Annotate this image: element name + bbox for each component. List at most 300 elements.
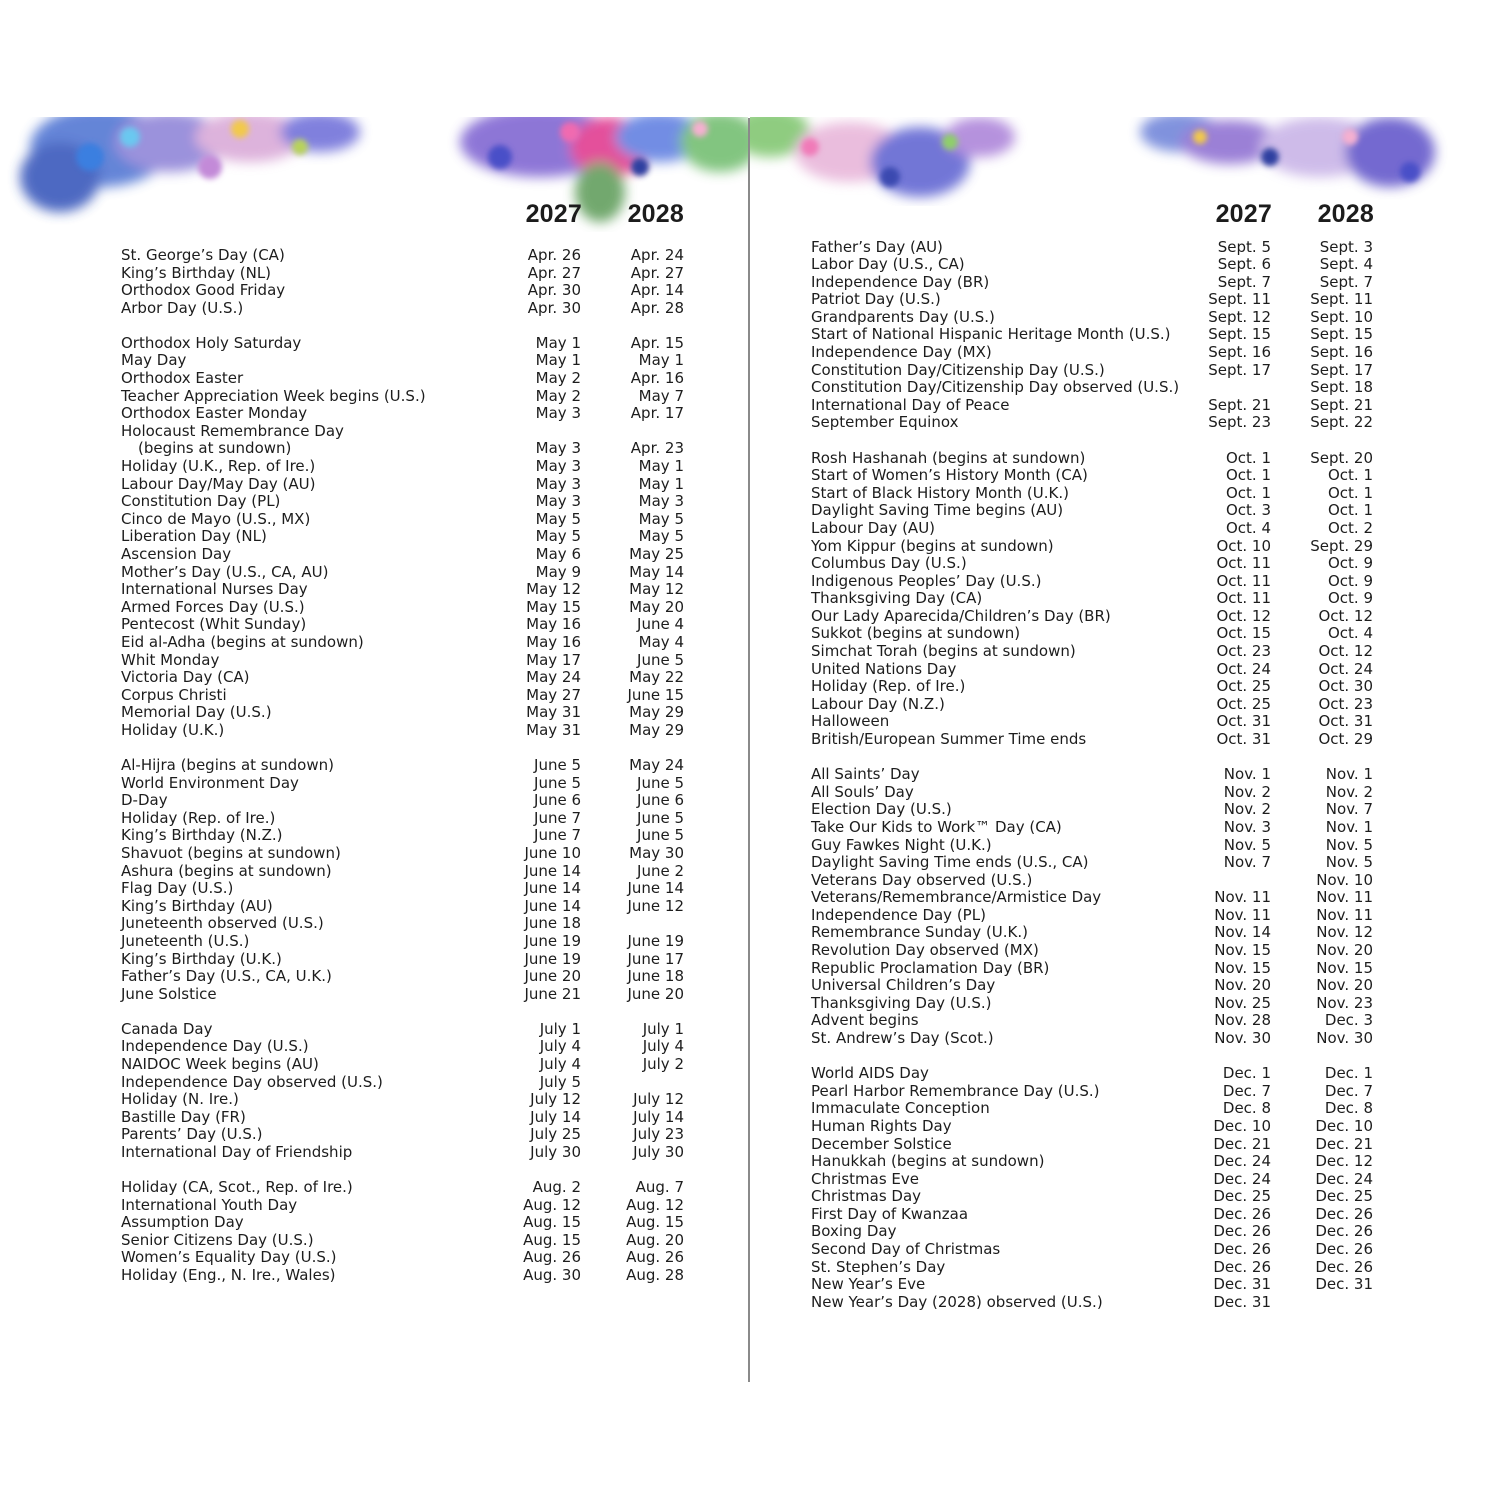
date-2027: Nov. 20 [1214,976,1271,995]
year-header-2027-right: 2027 [1215,200,1272,228]
holiday-row [750,344,1500,362]
holiday-name: Second Day of Christmas [811,1240,1001,1259]
holiday-name: Labour Day/May Day (AU) [121,474,316,493]
holiday-row [0,652,748,670]
holiday-row [750,713,1500,731]
date-2028: Oct. 12 [1318,642,1373,661]
date-2028: Apr. 17 [630,404,684,423]
holiday-row [0,704,748,722]
holiday-name: First Day of Kwanzaa [811,1204,969,1223]
holiday-row [0,247,748,265]
date-2028: Oct. 12 [1318,606,1373,625]
holiday-name: Father’s Day (AU) [811,237,943,256]
date-2027: May 2 [535,386,581,405]
holiday-name: Juneteenth observed (U.S.) [121,914,324,933]
holiday-row [0,335,748,353]
date-2027: June 21 [524,984,581,1003]
holiday-name: Eid al-Adha (begins at sundown) [121,632,364,651]
date-2028: Dec. 31 [1315,1275,1373,1294]
holiday-name: King’s Birthday (AU) [121,896,273,915]
holiday-row [750,731,1500,749]
date-2028: May 5 [638,509,684,528]
date-2027: Sept. 5 [1217,237,1271,256]
date-2028: May 24 [629,756,684,775]
date-2027: Nov. 28 [1214,1011,1271,1030]
holiday-name: Thanksgiving Day (U.S.) [811,993,992,1012]
holiday-name: Republic Proclamation Day (BR) [811,958,1050,977]
holiday-row [750,784,1500,802]
holiday-row [0,968,748,986]
date-2027: June 6 [534,791,581,810]
date-2028: Dec. 25 [1315,1187,1373,1206]
holiday-row [0,1179,748,1197]
date-2028: Aug. 20 [626,1230,684,1249]
date-2027: Nov. 30 [1214,1029,1271,1048]
date-2027: Sept. 16 [1208,343,1271,362]
holiday-row [750,520,1500,538]
holiday-name: September Equinox [811,413,959,432]
date-2028: June 4 [637,615,684,634]
date-2028: Nov. 20 [1316,941,1373,960]
date-2028: Sept. 16 [1310,343,1373,362]
holiday-name: Daylight Saving Time begins (AU) [811,501,1064,520]
holiday-name: Sukkot (begins at sundown) [811,624,1021,643]
holiday-row [0,564,748,582]
holiday-row [750,291,1500,309]
date-2027: Nov. 3 [1223,817,1271,836]
date-2028: Nov. 30 [1316,1029,1373,1048]
date-2028: Oct. 9 [1327,589,1373,608]
date-2027: May 15 [526,597,581,616]
date-2028: Nov. 1 [1325,817,1373,836]
date-2027: Oct. 11 [1216,589,1271,608]
date-2028: Aug. 12 [626,1195,684,1214]
holiday-group [0,1021,748,1162]
holiday-row [750,643,1500,661]
date-2028: Oct. 9 [1327,571,1373,590]
holiday-row [0,493,748,511]
date-2028: July 4 [642,1037,684,1056]
date-2028: May 25 [629,545,684,563]
holiday-name: Arbor Day (U.S.) [121,298,244,317]
holiday-row [750,608,1500,626]
date-2028: Aug. 28 [626,1266,684,1285]
date-2028: Dec. 26 [1315,1240,1373,1259]
date-2027: May 9 [535,562,581,581]
holiday-name: Independence Day (U.S.) [121,1037,309,1056]
date-2027: Dec. 24 [1213,1152,1271,1171]
date-2028: Oct. 30 [1318,677,1373,696]
holiday-name: Orthodox Good Friday [121,281,286,300]
date-2028: Apr. 28 [630,298,684,317]
date-2028: June 14 [627,879,684,898]
date-2027: Dec. 26 [1213,1204,1271,1223]
holiday-row [750,573,1500,591]
date-2027: May 3 [535,404,581,423]
holiday-row [0,423,748,441]
date-2027: May 16 [526,632,581,651]
date-2027: Nov. 14 [1214,923,1271,942]
date-2028: June 2 [637,861,684,880]
year-header-2027: 2027 [525,200,582,228]
holiday-name: Orthodox Easter Monday [121,404,308,423]
holiday-name: Victoria Day (CA) [121,668,250,687]
date-2027: Oct. 31 [1216,730,1271,749]
holiday-row [0,476,748,494]
date-2028: Apr. 14 [630,281,684,300]
holiday-row [750,326,1500,344]
date-2028: May 29 [629,703,684,722]
holiday-row [0,1109,748,1127]
date-2028: Sept. 18 [1310,378,1373,397]
holiday-row [0,915,748,933]
holiday-name: Labor Day (U.S., CA) [811,255,965,274]
holiday-name: International Nurses Day [121,580,308,599]
holiday-name: Women’s Equality Day (U.S.) [121,1248,337,1267]
holiday-row [0,1126,748,1144]
date-2027: Dec. 7 [1222,1081,1271,1100]
holiday-name: Assumption Day [121,1213,244,1232]
holiday-name: Immaculate Conception [811,1099,990,1118]
holiday-row [0,951,748,969]
year-header-2028: 2028 [627,200,684,228]
floral-header-image-right [750,117,1500,232]
date-2028: Aug. 15 [626,1213,684,1232]
date-2028: Oct. 1 [1327,483,1373,502]
date-2028: May 1 [638,457,684,476]
date-2027: July 30 [530,1143,581,1161]
holiday-row [750,362,1500,380]
date-2027: June 10 [524,844,581,862]
holiday-row [0,986,748,1004]
date-2028: Aug. 26 [626,1248,684,1267]
date-2027: Dec. 26 [1213,1222,1271,1241]
date-2027: Sept. 23 [1208,413,1271,432]
date-2027: Sept. 7 [1217,272,1271,291]
holiday-name: King’s Birthday (N.Z.) [121,826,283,845]
date-2028: Apr. 15 [630,333,684,352]
date-2028: Sept. 11 [1310,290,1373,309]
holiday-row [0,616,748,634]
holiday-group [750,1065,1500,1311]
holiday-group [0,757,748,1003]
date-2027: Sept. 15 [1208,325,1271,344]
holiday-list-left [0,247,748,1302]
date-2027: July 4 [539,1037,581,1056]
date-2027: Oct. 11 [1216,554,1271,573]
holiday-name: Constitution Day/Citizenship Day observed (U.S.) [811,378,1180,397]
holiday-name: Holiday (Eng., N. Ire., Wales) [121,1266,336,1285]
holiday-row [750,590,1500,608]
date-2028: Oct. 9 [1327,554,1373,573]
date-2028: Dec. 12 [1315,1152,1373,1171]
date-2028: Sept. 4 [1319,255,1373,274]
date-2027: July 12 [530,1090,581,1109]
holiday-row [0,1056,748,1074]
holiday-name: Mother’s Day (U.S., CA, AU) [121,562,329,581]
date-2028: Dec. 26 [1315,1257,1373,1276]
date-2027: May 12 [526,580,581,599]
holiday-row [0,792,748,810]
date-2027: May 27 [526,685,581,704]
holiday-name: Al-Hijra (begins at sundown) [121,756,334,775]
date-2028: Apr. 16 [630,369,684,388]
holiday-row [750,1294,1500,1312]
date-2027: Oct. 25 [1216,694,1271,713]
date-2027: Sept. 21 [1208,395,1271,414]
date-2027: May 6 [535,545,581,563]
holiday-name: Orthodox Easter [121,369,244,388]
date-2028: July 23 [633,1125,684,1144]
date-2027: Apr. 27 [527,263,581,282]
date-2027: Oct. 24 [1216,659,1271,678]
date-2028: June 6 [637,791,684,810]
holiday-name: Parents’ Day (U.S.) [121,1125,263,1144]
date-2028: Oct. 1 [1327,501,1373,520]
holiday-row [0,634,748,652]
date-2028: June 5 [637,826,684,845]
date-2028: May 29 [629,720,684,739]
holiday-row [750,467,1500,485]
date-2028: Sept. 29 [1310,536,1373,555]
holiday-row [750,1259,1500,1277]
holiday-row [750,239,1500,257]
holiday-name: Christmas Eve [811,1169,919,1188]
date-2028: June 15 [627,685,684,704]
holiday-group [750,450,1500,749]
date-2027: Dec. 26 [1213,1240,1271,1259]
holiday-row [0,599,748,617]
holiday-row [0,1021,748,1039]
holiday-name: (begins at sundown) [138,439,292,458]
holiday-name: Remembrance Sunday (U.K.) [811,923,1029,942]
holiday-name: Halloween [811,712,890,731]
date-2027: Sept. 12 [1208,307,1271,326]
date-2028: Dec. 26 [1315,1222,1373,1241]
holiday-row [0,1267,748,1285]
holiday-row [750,555,1500,573]
date-2027: June 20 [524,967,581,986]
holiday-row [750,854,1500,872]
date-2028: Nov. 12 [1316,923,1373,942]
holiday-name: Shavuot (begins at sundown) [121,844,341,862]
holiday-name: Our Lady Aparecida/Children’s Day (BR) [811,606,1111,625]
date-2027: May 1 [535,333,581,352]
date-2028: Oct. 1 [1327,466,1373,485]
holiday-name: Indigenous Peoples’ Day (U.S.) [811,571,1042,590]
date-2027: May 31 [526,720,581,739]
holiday-row [750,1136,1500,1154]
holiday-name: Daylight Saving Time ends (U.S., CA) [811,853,1089,872]
holiday-row [0,388,748,406]
date-2028: Dec. 8 [1324,1099,1373,1118]
date-2027: May 3 [535,457,581,476]
date-2027: June 5 [534,773,581,792]
holiday-row [750,1118,1500,1136]
date-2028: Apr. 23 [630,439,684,458]
date-2028: May 1 [638,474,684,493]
date-2027: Dec. 31 [1213,1292,1271,1311]
holiday-name: Human Rights Day [811,1116,952,1135]
holiday-row [0,722,748,740]
date-2028: July 2 [642,1055,684,1074]
date-2028: July 14 [633,1107,684,1126]
holiday-name: Constitution Day (PL) [121,492,281,511]
date-2027: Oct. 31 [1216,712,1271,731]
date-2027: May 5 [535,509,581,528]
holiday-row [0,458,748,476]
holiday-name: D-Day [121,791,168,810]
holiday-name: Holocaust Remembrance Day [121,421,344,440]
holiday-name: December Solstice [811,1134,952,1153]
holiday-name: Senior Citizens Day (U.S.) [121,1230,314,1249]
holiday-name: May Day [121,351,187,370]
date-2028: Nov. 1 [1325,765,1373,784]
holiday-row [750,801,1500,819]
date-2027: Aug. 12 [523,1195,581,1214]
holiday-row [0,405,748,423]
holiday-name: Juneteenth (U.S.) [121,931,250,950]
holiday-name: Grandparents Day (U.S.) [811,307,995,326]
holiday-name: Holiday (N. Ire.) [121,1090,239,1109]
date-2028: May 3 [638,492,684,511]
right-page [750,0,1500,1500]
date-2028: May 30 [629,844,684,862]
date-2027: Apr. 26 [527,246,581,264]
holiday-name: Guy Fawkes Night (U.K.) [811,835,992,854]
date-2027: Sept. 17 [1208,360,1271,379]
date-2027: May 31 [526,703,581,722]
holiday-name: Simchat Torah (begins at sundown) [811,642,1076,661]
date-2028: Dec. 26 [1315,1204,1373,1223]
holiday-name: King’s Birthday (NL) [121,263,272,282]
holiday-row [750,819,1500,837]
date-2028: Oct. 2 [1327,518,1373,537]
date-2027: Nov. 15 [1214,941,1271,960]
date-2028: Dec. 10 [1315,1116,1373,1135]
date-2028: Dec. 24 [1315,1169,1373,1188]
date-2027: May 1 [535,351,581,370]
date-2027: Dec. 10 [1213,1116,1271,1135]
holiday-row [750,414,1500,432]
date-2028: June 20 [627,984,684,1003]
holiday-row [0,669,748,687]
holiday-name: NAIDOC Week begins (AU) [121,1055,319,1074]
holiday-name: Start of Black History Month (U.K.) [811,483,1069,502]
holiday-row [750,889,1500,907]
holiday-name: Bastille Day (FR) [121,1107,246,1126]
holiday-name: St. Andrew’s Day (Scot.) [811,1029,994,1048]
holiday-group [0,247,748,317]
holiday-row [0,863,748,881]
date-2027: Dec. 21 [1213,1134,1271,1153]
holiday-row [750,766,1500,784]
holiday-name: Independence Day (BR) [811,272,990,291]
date-2027: Oct. 15 [1216,624,1271,643]
holiday-name: Thanksgiving Day (CA) [811,589,983,608]
holiday-name: Orthodox Holy Saturday [121,333,302,352]
date-2028: Dec. 3 [1324,1011,1373,1030]
date-2028: Dec. 21 [1315,1134,1373,1153]
holiday-row [750,907,1500,925]
date-2028: Nov. 2 [1325,782,1373,801]
holiday-name: King’s Birthday (U.K.) [121,949,282,968]
holiday-name: World Environment Day [121,773,299,792]
holiday-name: June Solstice [121,984,217,1003]
holiday-name: Corpus Christi [121,685,227,704]
date-2027: Oct. 1 [1225,448,1271,467]
date-2027: Nov. 11 [1214,888,1271,907]
date-2028: Oct. 4 [1327,624,1373,643]
date-2027: Nov. 7 [1223,853,1271,872]
date-2027: May 2 [535,369,581,388]
holiday-name: Pearl Harbor Remembrance Day (U.S.) [811,1081,1100,1100]
holiday-row [750,1012,1500,1030]
date-2027: May 3 [535,492,581,511]
holiday-name: Flag Day (U.S.) [121,879,234,898]
holiday-name: Memorial Day (U.S.) [121,703,272,722]
date-2028: July 1 [642,1019,684,1038]
holiday-row [750,502,1500,520]
holiday-name: Revolution Day observed (MX) [811,941,1039,960]
date-2028: June 12 [627,896,684,915]
holiday-name: Start of Women’s History Month (CA) [811,466,1088,485]
holiday-row [0,1232,748,1250]
holiday-row [0,687,748,705]
holiday-list-right [750,239,1500,1329]
date-2028: Nov. 11 [1316,905,1373,924]
holiday-row [0,880,748,898]
date-2028: May 1 [638,351,684,370]
date-2027: June 14 [524,879,581,898]
holiday-name: Take Our Kids to Work™ Day (CA) [811,817,1062,836]
date-2027: July 25 [530,1125,581,1144]
date-2027: May 3 [535,474,581,493]
date-2028: May 20 [629,597,684,616]
date-2027: June 5 [534,756,581,775]
date-2027: May 3 [535,439,581,458]
date-2028: Nov. 23 [1316,993,1373,1012]
date-2028: Dec. 1 [1324,1064,1373,1083]
date-2028: Sept. 17 [1310,360,1373,379]
date-2028: Sept. 10 [1310,307,1373,326]
holiday-name: All Souls’ Day [811,782,914,801]
holiday-row [750,960,1500,978]
date-2027: Oct. 1 [1225,483,1271,502]
holiday-row [750,625,1500,643]
holiday-name: Hanukkah (begins at sundown) [811,1152,1045,1171]
holiday-row [0,1074,748,1092]
holiday-row [0,1249,748,1267]
holiday-name: International Day of Friendship [121,1143,353,1161]
date-2027: Oct. 10 [1216,536,1271,555]
holiday-row [0,440,748,458]
holiday-name: Holiday (U.K.) [121,720,225,739]
holiday-row [750,1065,1500,1083]
holiday-name: United Nations Day [811,659,957,678]
date-2027: July 14 [530,1107,581,1126]
date-2027: Oct. 3 [1225,501,1271,520]
holiday-row [0,282,748,300]
date-2028: Oct. 24 [1318,659,1373,678]
holiday-name: Election Day (U.S.) [811,800,952,819]
date-2028: Sept. 21 [1310,395,1373,414]
date-2027: Oct. 4 [1225,518,1271,537]
holiday-row [750,1188,1500,1206]
date-2027: May 24 [526,668,581,687]
date-2027: Oct. 11 [1216,571,1271,590]
date-2027: Aug. 26 [523,1248,581,1267]
